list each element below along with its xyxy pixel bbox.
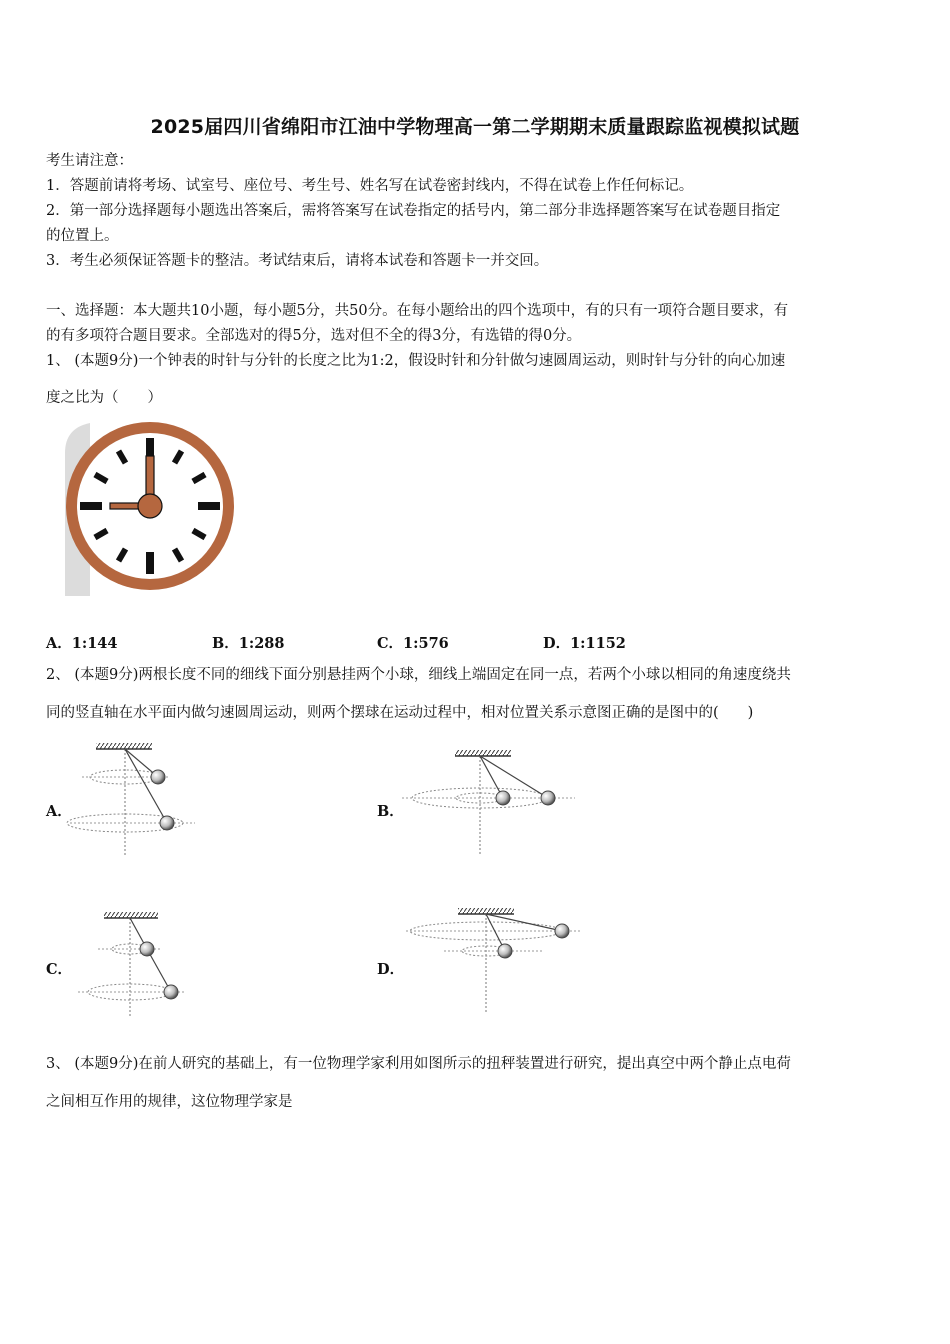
q1-stem-line2: 度之比为（ ） bbox=[46, 390, 162, 406]
q3-stem-line1: 3、 (本题9分)在前人研究的基础上，有一位物理学家利用如图所示的扭秤装置进行研究，提出真空中两个静止点电荷 bbox=[46, 1056, 791, 1072]
notice-item-3: 3．考生必须保证答题卡的整洁。考试结束后，请将本试卷和答题卡一并交回。 bbox=[46, 253, 549, 269]
q1-option-a[interactable]: A．1:144 bbox=[46, 635, 118, 652]
q2-label-c[interactable]: C． bbox=[46, 961, 73, 978]
pendulum-figure-d bbox=[404, 906, 584, 1018]
notice-item-1: 1．答题前请将考场、试室号、座位号、考生号、姓名写在试卷密封线内，不得在试卷上作任何标记。 bbox=[46, 178, 694, 194]
pendulum-figure-a bbox=[70, 740, 210, 860]
q1-stem-line1: 1、 (本题9分)一个钟表的时针与分针的长度之比为1:2，假设时针和分针做匀速圆周运动，则时针与分针的向心加速 bbox=[46, 353, 786, 369]
q2-stem-line2: 同的竖直轴在水平面内做匀速圆周运动，则两个摆球在运动过程中，相对位置关系示意图正确的是图中的( ) bbox=[46, 705, 754, 721]
pendulum-figure-b bbox=[400, 748, 580, 860]
q2-stem-line1: 2、 (本题9分)两根长度不同的细线下面分别悬挂两个小球，细线上端固定在同一点，若两个小球以相同的角速度绕共 bbox=[46, 667, 791, 683]
notice-item-2-cont: 的位置上。 bbox=[46, 228, 119, 244]
clock-icon bbox=[60, 418, 240, 596]
q1-option-b[interactable]: B．1:288 bbox=[212, 635, 285, 652]
notice-heading: 考生请注意： bbox=[46, 153, 133, 169]
pendulum-figure-c bbox=[76, 910, 196, 1020]
q1-option-d[interactable]: D．1:1152 bbox=[543, 635, 626, 652]
q2-label-b[interactable]: B． bbox=[377, 803, 404, 820]
q2-label-d[interactable]: D． bbox=[377, 961, 405, 978]
section1-intro-line2: 的有多项符合题目要求。全部选对的得5分，选对但不全的得3分，有选错的得0分。 bbox=[46, 328, 582, 344]
page-title: 2025届四川省绵阳市江油中学物理高一第二学期期末质量跟踪监视模拟试题 bbox=[150, 116, 800, 138]
section1-intro-line1: 一、选择题：本大题共10小题，每小题5分，共50分。在每小题给出的四个选项中，有的只有一项符合题目要求，有 bbox=[46, 303, 789, 319]
notice-item-2: 2．第一部分选择题每小题选出答案后，需将答案写在试卷指定的括号内，第二部分非选择题答案写在试卷题目指定 bbox=[46, 203, 781, 219]
q3-stem-line2: 之间相互作用的规律，这位物理学家是 bbox=[46, 1094, 293, 1110]
q1-option-c[interactable]: C．1:576 bbox=[377, 635, 449, 652]
q2-label-a[interactable]: A． bbox=[46, 803, 72, 820]
